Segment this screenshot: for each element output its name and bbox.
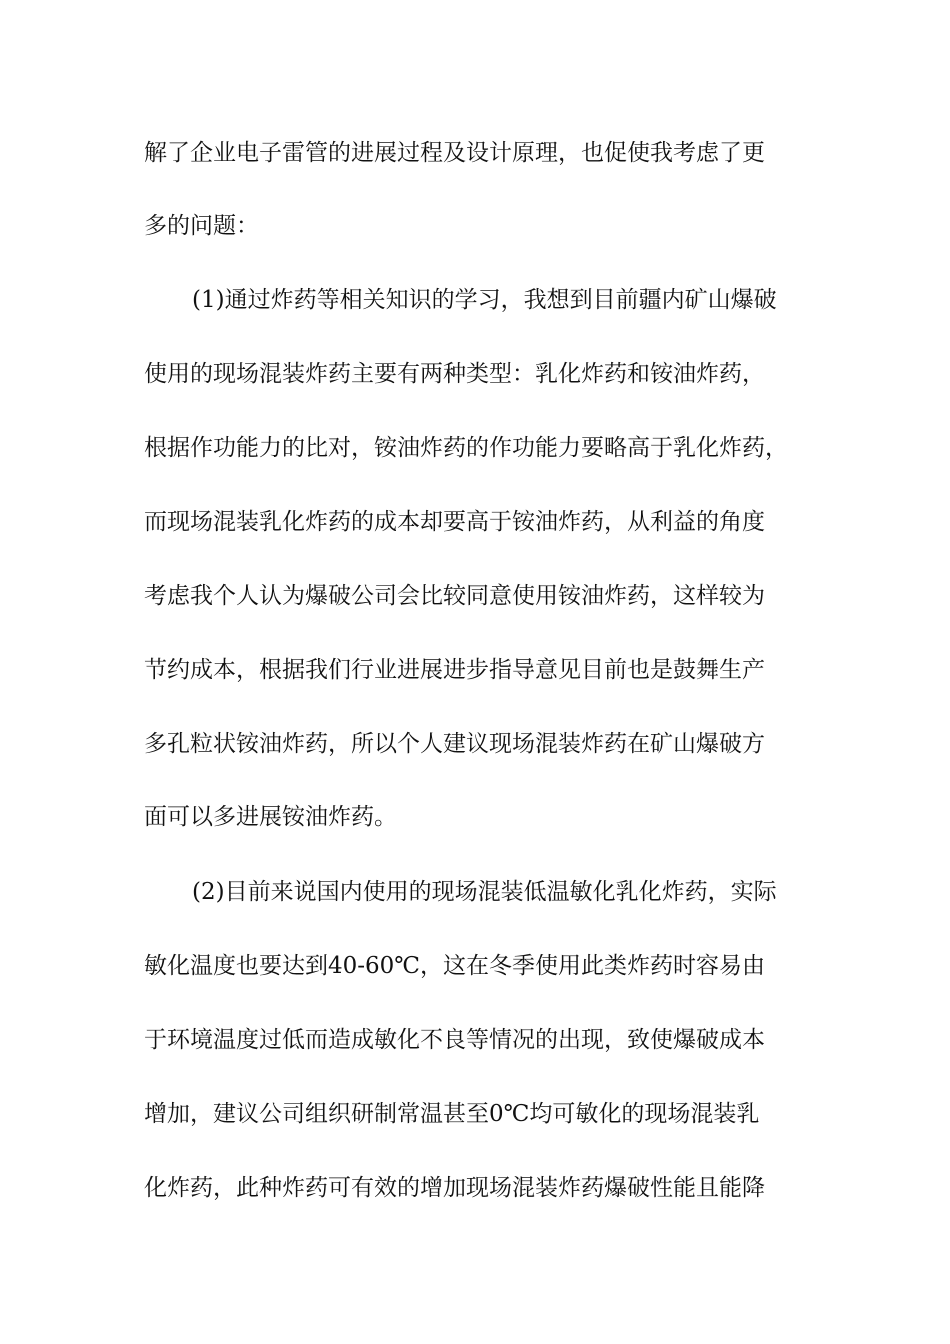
paragraph-1-first-line: (1)通过炸药等相关知识的学习，我想到目前疆内矿山爆破 (192, 287, 777, 313)
text-line: 解了企业电子雷管的进展过程及设计原理，也促使我考虑了更 (144, 140, 765, 166)
text-line: 考虑我个人认为爆破公司会比较同意使用铵油炸药，这样较为 (144, 583, 765, 609)
text-line: 敏化温度也要达到40-60℃，这在冬季使用此类炸药时容易由 (144, 953, 766, 979)
text-line: 多孔粒状铵油炸药，所以个人建议现场混装炸药在矿山爆破方 (144, 731, 765, 757)
text-line: 增加，建议公司组织研制常温甚至0℃均可敏化的现场混装乳 (144, 1101, 760, 1127)
text-line: 化炸药，此种炸药可有效的增加现场混装炸药爆破性能且能降 (144, 1175, 765, 1201)
text-line: 而现场混装乳化炸药的成本却要高于铵油炸药，从利益的角度 (144, 509, 765, 535)
text-line: 于环境温度过低而造成敏化不良等情况的出现，致使爆破成本 (144, 1027, 765, 1053)
text-line: 使用的现场混装炸药主要有两种类型：乳化炸药和铵油炸药， (144, 361, 765, 387)
text-line: 多的问题： (144, 213, 259, 239)
text-line: 面可以多进展铵油炸药。 (144, 804, 397, 830)
text-line: 节约成本，根据我们行业进展进步指导意见目前也是鼓舞生产 (144, 657, 765, 683)
text-line: 根据作功能力的比对，铵油炸药的作功能力要略高于乳化炸药， (144, 435, 788, 461)
paragraph-2-first-line: (2)目前来说国内使用的现场混装低温敏化乳化炸药，实际 (192, 879, 777, 905)
